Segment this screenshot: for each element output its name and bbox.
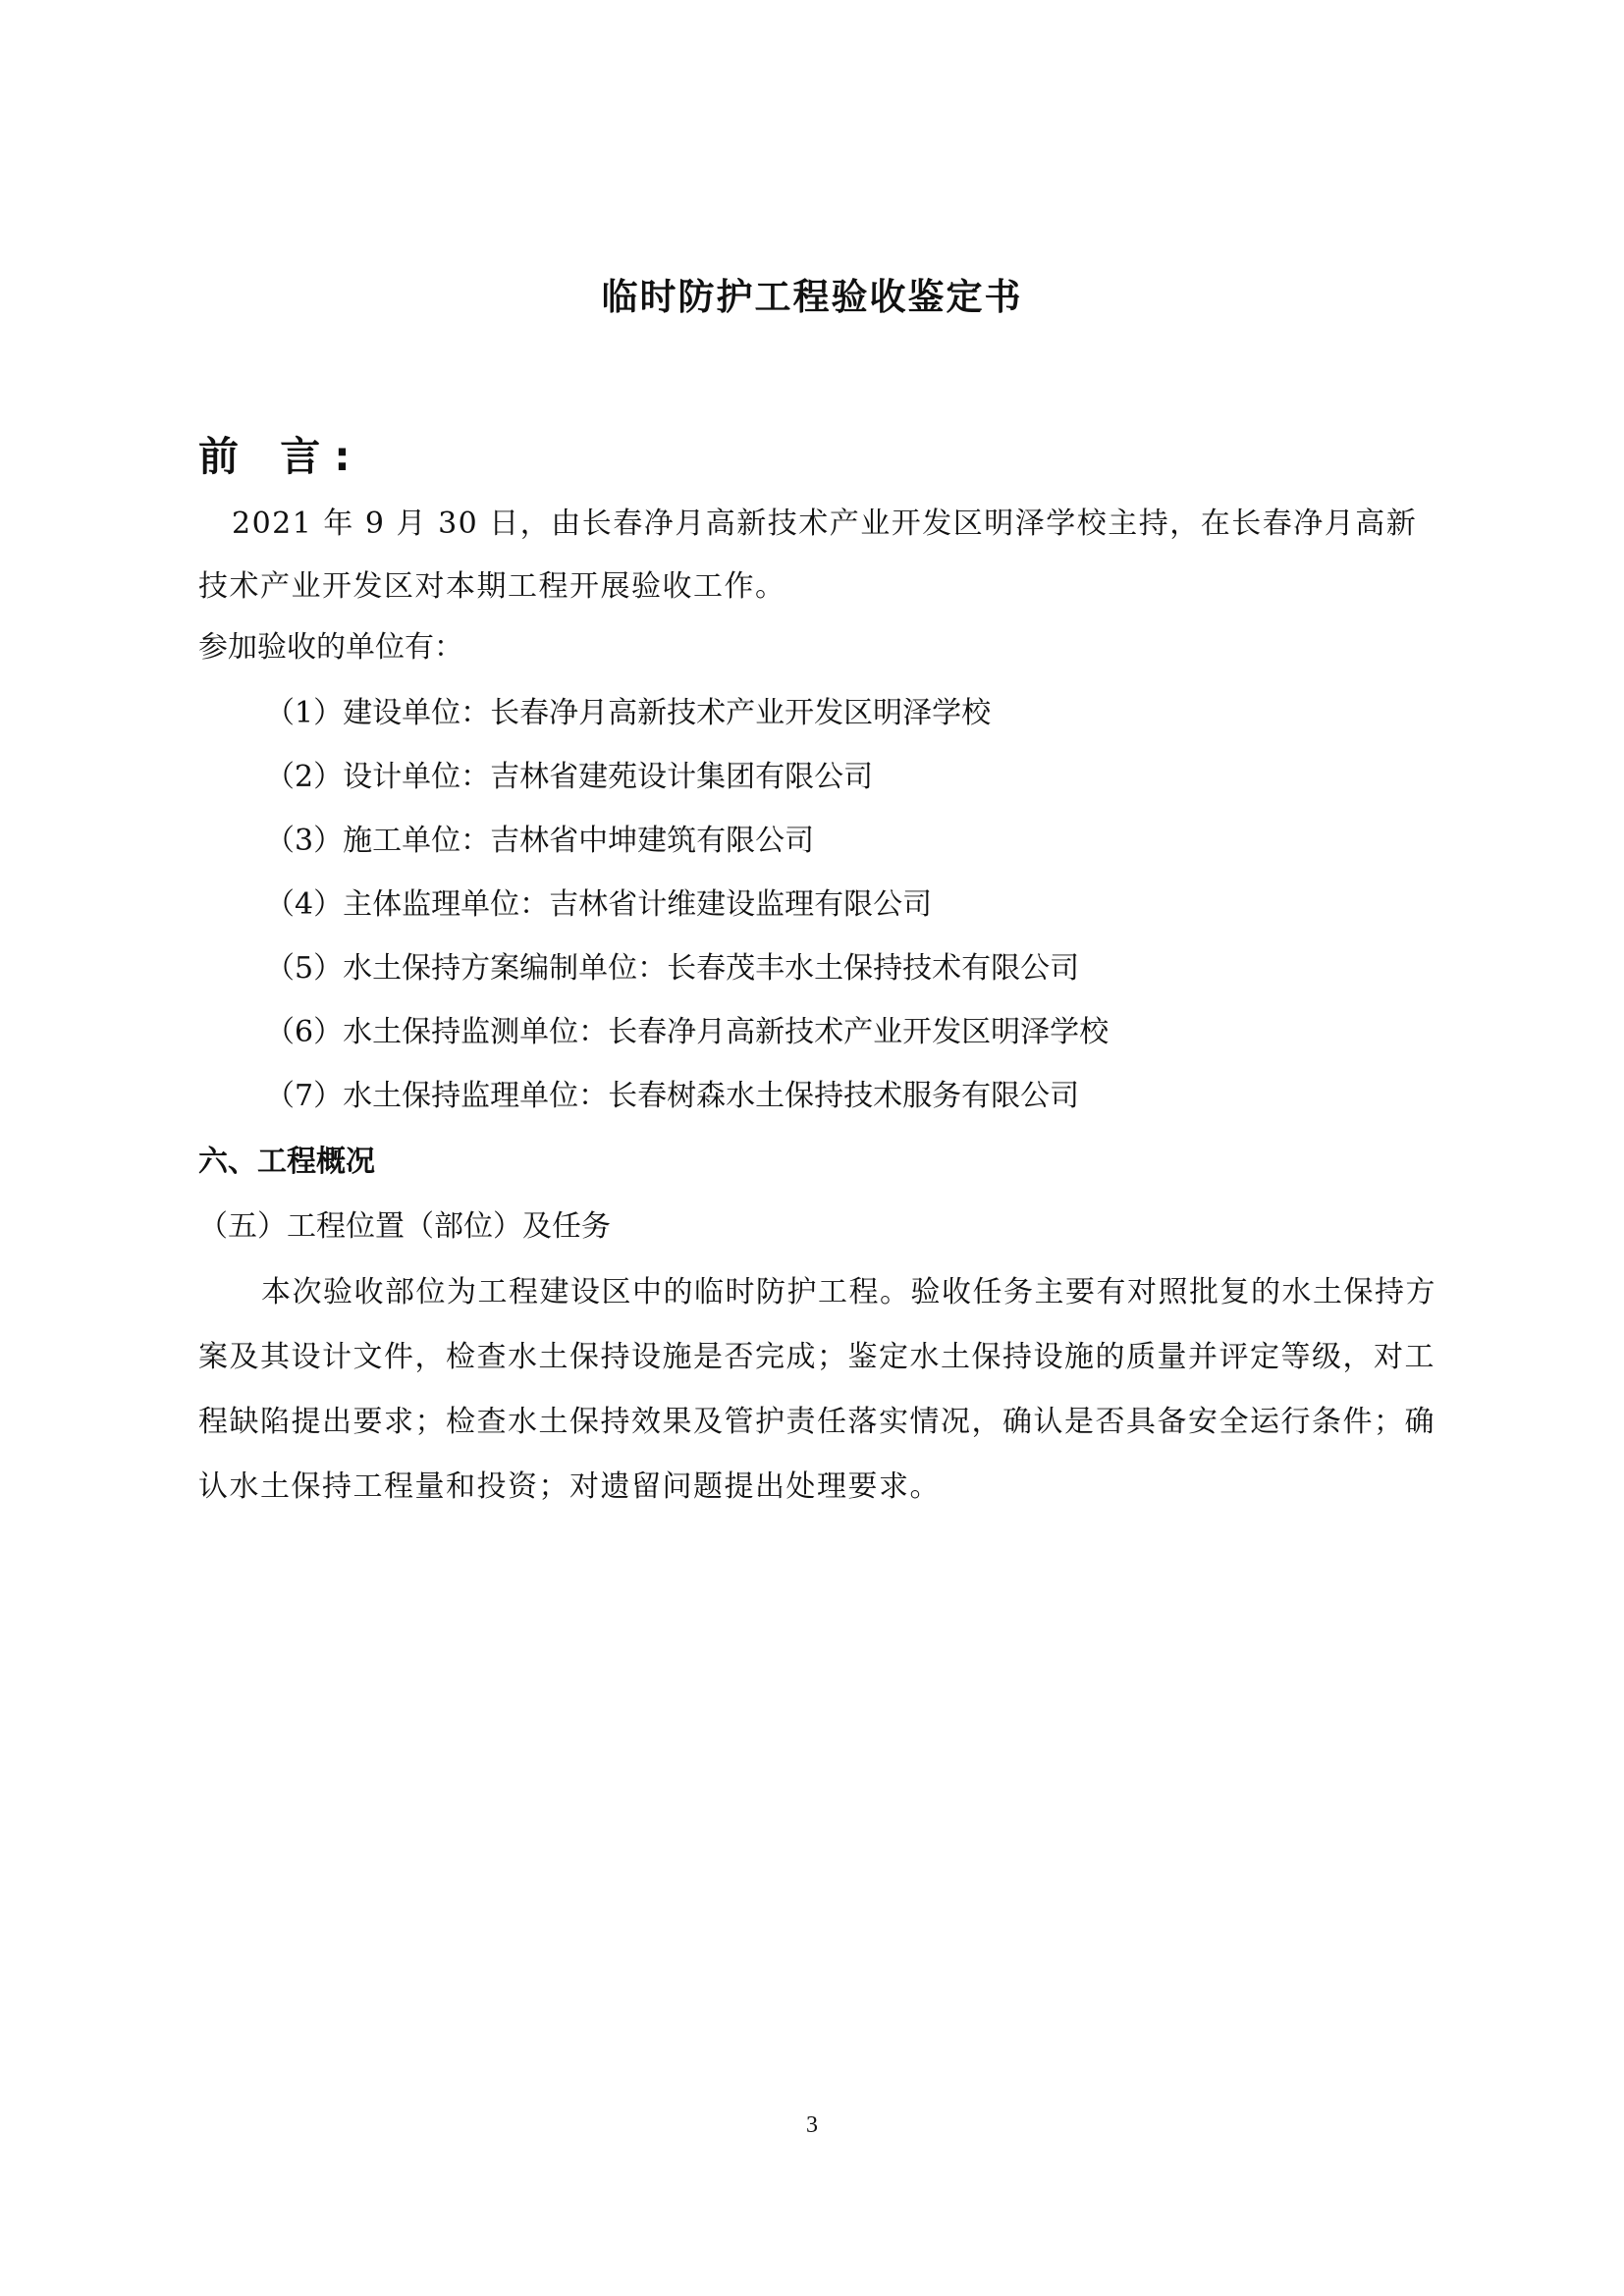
- preface-paragraph: 2021 年 9 月 30 日，由长春净月高新技术产业开发区明泽学校主持，在长春净月高新技术产业开发区对本期工程开展验收工作。: [198, 507, 1418, 604]
- preface-heading: 前 言:: [198, 433, 364, 480]
- participating-units-list: [265, 681, 1109, 1128]
- list-item: （4）主体监理单位：吉林省计维建设监理有限公司: [265, 887, 933, 922]
- section-heading: 六、工程概况: [198, 1145, 375, 1179]
- list-item: （6）水土保持监测单位：长春净月高新技术产业开发区明泽学校: [265, 1015, 1110, 1049]
- list-item: （1）建设单位：长春净月高新技术产业开发区明泽学校: [265, 696, 992, 730]
- subsection-heading: （五）工程位置（部位）及任务: [198, 1209, 611, 1244]
- document-title: 临时防护工程验收鉴定书: [601, 276, 1023, 318]
- list-item: （7）水土保持监理单位：长春树森水土保持技术服务有限公司: [265, 1079, 1080, 1113]
- list-item: （2）设计单位：吉林省建苑设计集团有限公司: [265, 760, 874, 794]
- task-paragraph: 本次验收部位为工程建设区中的临时防护工程。验收任务主要有对照批复的水土保持方案及其设计文件，检查水土保持设施是否完成；鉴定水土保持设施的质量并评定等级，对工程缺陷提出要求；检查水土保持效果及管护责任落实情况，确认是否具备安全运行条件；确认水土保持工程量和投资；对遗留问题提出处理要求。: [198, 1275, 1436, 1504]
- list-item: （5）水土保持方案编制单位：长春茂丰水土保持技术有限公司: [265, 951, 1080, 986]
- page-number: 3: [806, 2112, 818, 2138]
- units-intro: 参加验收的单位有：: [198, 630, 463, 665]
- list-item: （3）施工单位：吉林省中坤建筑有限公司: [265, 824, 815, 858]
